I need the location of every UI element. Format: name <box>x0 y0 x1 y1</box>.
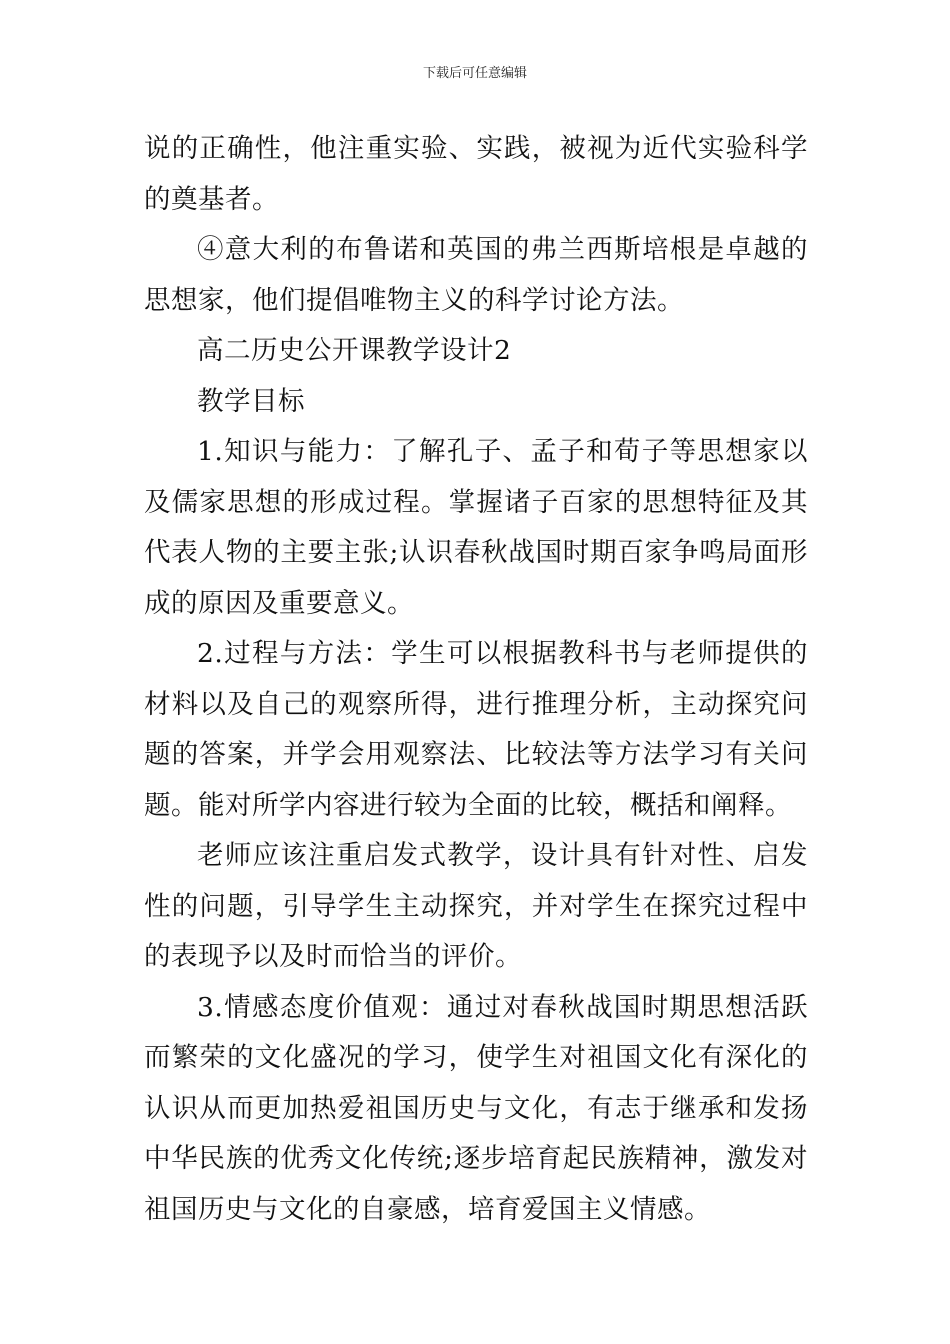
paragraph: 2.过程与方法：学生可以根据教科书与老师提供的材料以及自己的观察所得，进行推理分析，主动探究问题的答案，并学会用观察法、比较法等方法学习有关问题。能对所学内容进行较为全面的比较，概括和阐释。 <box>144 638 808 821</box>
paragraph: 说的正确性，他注重实验、实践，被视为近代实验科学的奠基者。 <box>144 133 808 215</box>
document-body <box>144 124 808 1235</box>
paragraph: ④意大利的布鲁诺和英国的弗兰西斯培根是卓越的思想家，他们提倡唯物主义的科学讨论方法。 <box>144 234 808 316</box>
paragraph: 老师应该注重启发式教学，设计具有针对性、启发性的问题，引导学生主动探究，并对学生在探究过程中的表现予以及时而恰当的评价。 <box>144 840 808 972</box>
paragraph: 1.知识与能力：了解孔子、孟子和荀子等思想家以及儒家思想的形成过程。掌握诸子百家的思想特征及其代表人物的主要主张;认识春秋战国时期百家争鸣局面形成的原因及重要意义。 <box>144 436 808 619</box>
section-title: 高二历史公开课教学设计2 <box>197 335 512 366</box>
paragraph: 3.情感态度价值观：通过对春秋战国时期思想活跃而繁荣的文化盛况的学习，使学生对祖国文化有深化的认识从而更加热爱祖国历史与文化，有志于继承和发扬中华民族的优秀文化传统;逐步培育起民族精神，激发对祖国历史与文化的自豪感，培育爱国主义情感。 <box>144 991 808 1225</box>
page-header: 下载后可任意编辑 <box>422 66 527 81</box>
section-heading: 教学目标 <box>197 385 305 417</box>
